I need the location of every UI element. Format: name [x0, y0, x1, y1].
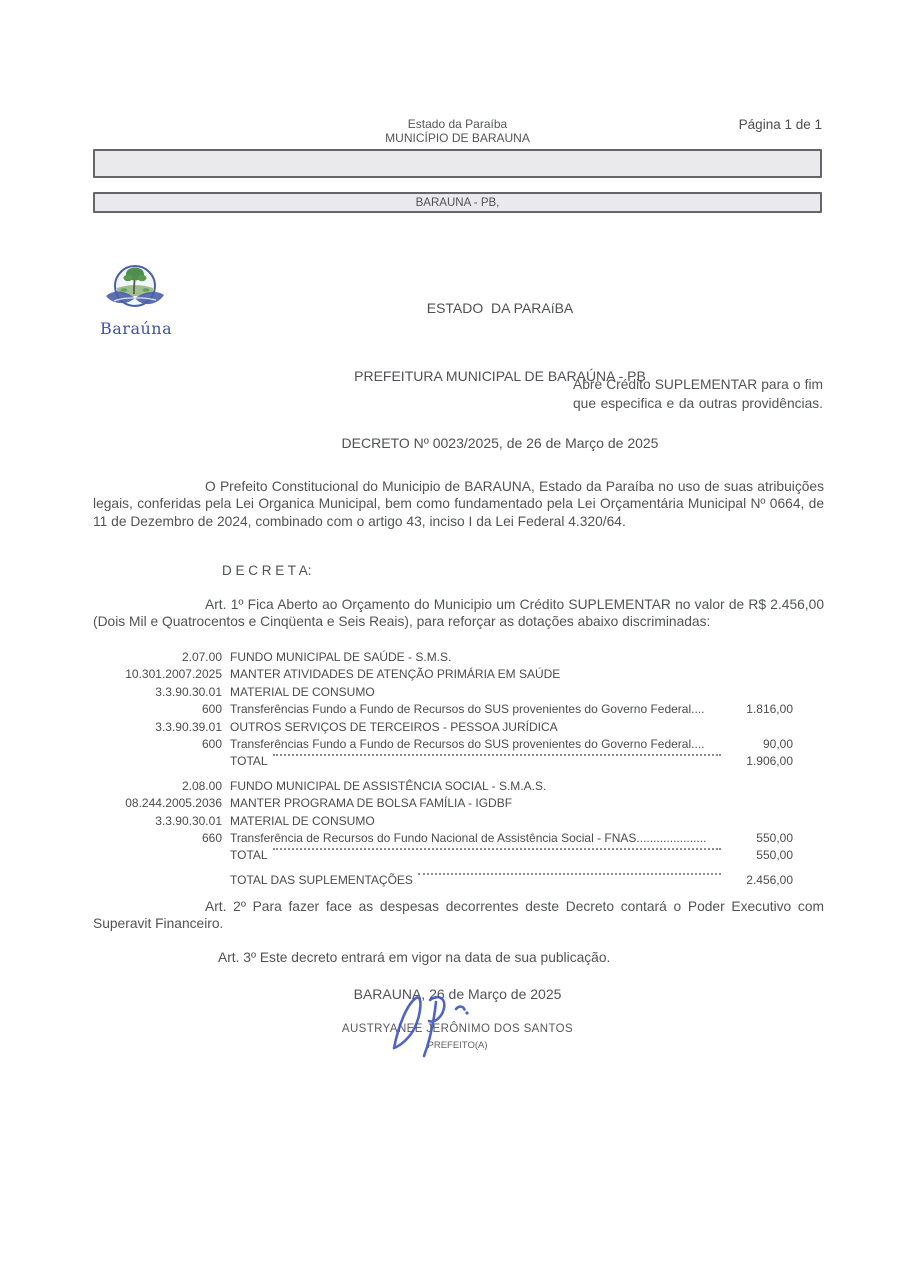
value-cell: 1.906,00	[746, 754, 793, 769]
table-row	[93, 667, 824, 684]
table-row	[93, 796, 824, 813]
location-bar-text: BARAUNA - PB,	[415, 196, 500, 209]
code-cell: 10.301.2007.2025	[125, 667, 222, 682]
value-cell: 1.816,00	[746, 702, 793, 717]
municipal-logo	[100, 263, 173, 338]
description-cell: OUTROS SERVIÇOS DE TERCEIROS - PESSOA JURÍDICA	[230, 719, 558, 734]
value-cell: 550,00	[756, 848, 793, 863]
table-row	[93, 685, 824, 702]
description-cell: FUNDO MUNICIPAL DE ASSISTÊNCIA SOCIAL - S.M.A.S.	[230, 778, 547, 793]
preamble-paragraph: O Prefeito Constitucional do Municipio de BARAUNA, Estado da Paraíba no uso de suas atribuições legais, conferidas pela Lei Organica Municipal, bem como fundamentado pela Lei Orçamentária Municipal Nº 0664, de 11 de Dezembro de 2024, combinado com o artigo 43, inciso I da Lei Federal 4.320/64.	[93, 479, 824, 529]
code-cell: 3.3.90.39.01	[155, 719, 222, 734]
description-cell: Transferências Fundo a Fundo de Recursos do SUS provenientes do Governo Federal....	[230, 702, 705, 717]
table-row	[93, 702, 824, 719]
value-cell: 2.456,00	[746, 872, 793, 887]
description-cell: MATERIAL DE CONSUMO	[230, 813, 375, 828]
description-cell: MATERIAL DE CONSUMO	[230, 684, 375, 699]
table-row-grand-total	[93, 873, 824, 890]
description-cell: TOTAL DAS SUPLEMENTAÇÕES	[230, 872, 413, 887]
table-row	[93, 831, 824, 848]
table-row-total	[93, 754, 824, 771]
code-cell: 600	[201, 736, 222, 751]
dotted-leader	[418, 873, 721, 875]
page-number: Página 1 de 1	[738, 117, 822, 132]
table-row	[93, 720, 824, 737]
code-cell: 3.3.90.30.01	[155, 684, 222, 699]
decreta-heading: D E C R E T A:	[222, 563, 312, 578]
header-bar-location	[93, 192, 822, 213]
document-header	[93, 117, 822, 145]
description-cell: MANTER ATIVIDADES DE ATENÇÃO PRIMÁRIA EM SAÚDE	[230, 667, 561, 682]
signature-stroke-icon	[386, 992, 486, 1062]
article-3: Art. 3º Este decreto entrará em vigor na data de sua publicação.	[218, 950, 611, 965]
table-row	[93, 814, 824, 831]
value-cell: 90,00	[762, 736, 793, 751]
description-cell: FUNDO MUNICIPAL DE SAÚDE - S.M.S.	[230, 650, 452, 664]
value-cell: 550,00	[756, 830, 793, 845]
dotted-leader	[273, 754, 721, 756]
header-bar-empty	[93, 149, 822, 178]
signatory-role: PREFEITO(A)	[427, 1040, 488, 1051]
code-cell: 660	[201, 830, 222, 845]
budget-table	[93, 650, 824, 890]
code-cell: 2.08.00	[181, 778, 222, 793]
table-row	[93, 650, 824, 667]
article-2: Art. 2º Para fazer face as despesas decorrentes deste Decreto contará o Poder Executivo com Superavit Financeiro.	[93, 899, 824, 932]
logo-caption: Baraúna	[100, 319, 173, 338]
description-cell: Transferências Fundo a Fundo de Recursos do SUS provenientes do Governo Federal....	[230, 736, 705, 751]
description-cell: MANTER PROGRAMA DE BOLSA FAMÍLIA - IGDBF	[230, 796, 513, 811]
header-state-line: Estado da Paraíba	[407, 117, 508, 131]
tree-seal-icon	[102, 263, 168, 313]
date-line: BARAUNA, 26 de Março de 2025	[353, 986, 562, 1002]
table-row	[93, 737, 824, 754]
table-row	[93, 779, 824, 796]
signatory-name: AUSTRYANEE JERÔNIMO DOS SANTOS	[341, 1023, 574, 1035]
code-cell: 3.3.90.30.01	[155, 813, 222, 828]
title-decreto-number: DECRETO Nº 0023/2025, de 26 de Março de 2025	[341, 435, 659, 451]
code-cell: 2.07.00	[181, 650, 222, 664]
decree-title	[180, 252, 820, 477]
title-state: ESTADO DA PARAíBA	[426, 300, 574, 316]
dotted-leader	[273, 848, 721, 850]
ementa-summary: Abre Crédito SUPLEMENTAR para o fim que especifica e da outras providências.	[573, 377, 823, 411]
description-cell: TOTAL	[230, 754, 268, 769]
title-prefeitura: PREFEITURA MUNICIPAL DE BARAÚNA - PB	[354, 367, 646, 384]
code-cell: 08.244.2005.2036	[125, 796, 222, 811]
description-cell: TOTAL	[230, 848, 268, 863]
header-municipality-line: MUNICÍPIO DE BARAUNA	[385, 131, 530, 145]
table-row-total	[93, 848, 824, 865]
description-cell: Transferência de Recursos do Fundo Nacional de Assistência Social - FNAS.....................	[230, 830, 707, 845]
code-cell: 600	[201, 702, 222, 717]
article-1: Art. 1º Fica Aberto ao Orçamento do Municipio um Crédito SUPLEMENTAR no valor de R$ 2.456,00 (Dois Mil e Quatrocentos e Cinqüenta e Seis Reais), para reforçar as dotações abaixo discriminadas:	[93, 597, 824, 630]
